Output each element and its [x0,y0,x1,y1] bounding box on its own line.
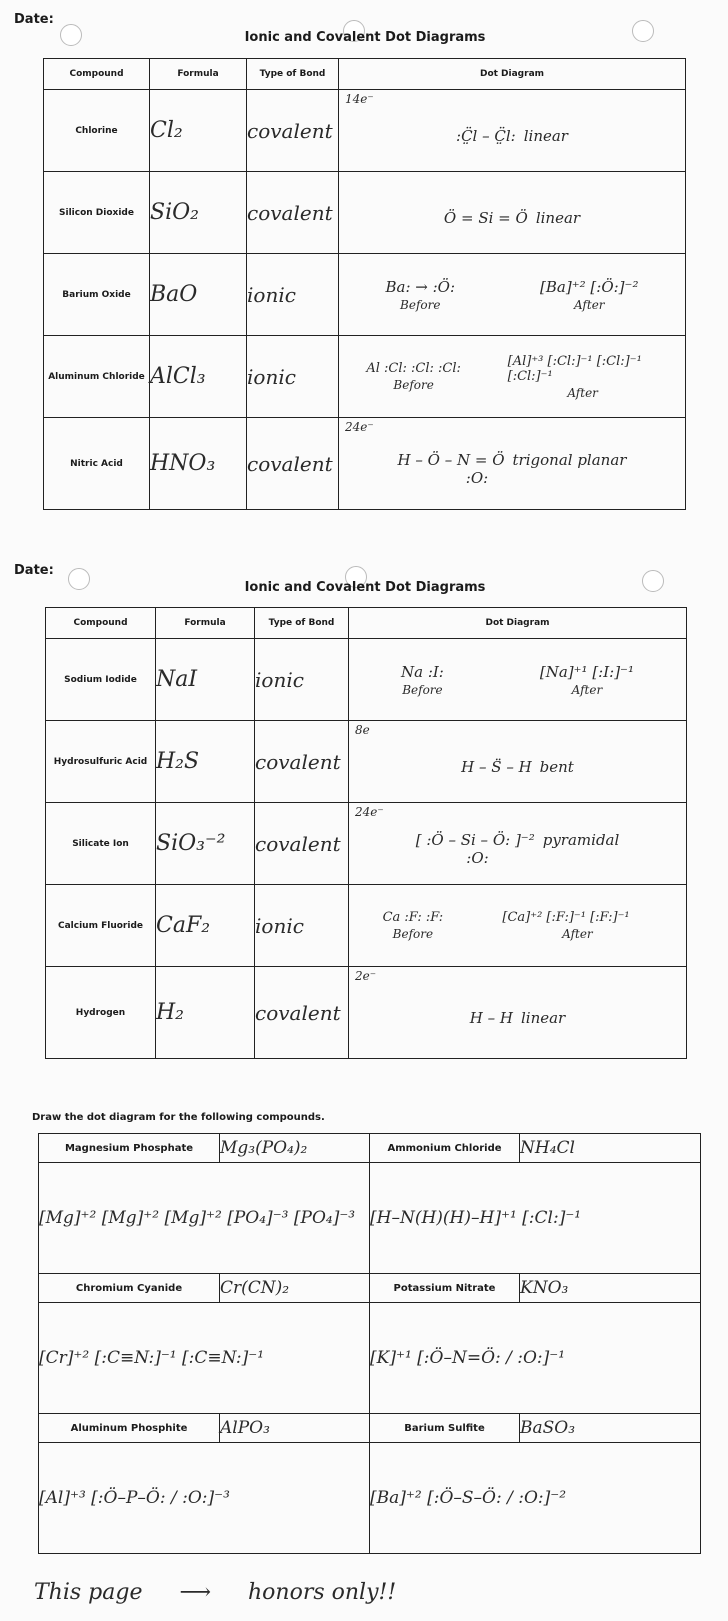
formula: Cr(CN)₂ [220,1274,370,1303]
electron-count: 8e [355,723,370,737]
before-label: Before [400,297,441,312]
formula: HNO₃ [150,418,247,510]
compound-name: Silicon Dioxide [44,172,150,254]
compound-name: Aluminum Phosphite [39,1414,220,1443]
shape-note: trigonal planar [512,450,627,469]
footer-note [34,1580,396,1605]
compound-name: Hydrosulfuric Acid [46,721,156,803]
after-structure: [Na]⁺¹ [:I:]⁻¹ [539,662,634,681]
structure: Ö = Si = Ö [443,208,528,227]
dot-diagram [349,721,687,803]
header-formula: Formula [150,59,247,90]
dot-diagram: [H–N(H)(H)–H]⁺¹ [:Cl:]⁻¹ [370,1163,701,1274]
dot-diagram [339,254,686,336]
worksheet-title-1: Ionic and Covalent Dot Diagrams [244,30,486,45]
dot-diagram [339,336,686,418]
compound-name: Hydrogen [46,967,156,1059]
before-label: Before [392,927,434,941]
compound-name: Potassium Nitrate [370,1274,520,1303]
compound-name: Nitric Acid [44,418,150,510]
structure-branch: :O: [466,848,489,867]
shape-note: linear [520,1008,566,1027]
after-label: After [562,927,593,941]
before-structure: Ca :F: :F: [382,910,444,925]
bond-type: covalent [247,90,339,172]
table-row [44,90,686,172]
date-label-2: Date: [14,563,54,578]
shape-note: bent [539,757,574,776]
bond-type: covalent [255,721,349,803]
shape-note: linear [535,208,581,227]
punch-hole [60,24,82,46]
structure: H – S̈ – H [461,757,532,776]
compound-name: Magnesium Phosphate [39,1134,220,1163]
formula: Cl₂ [150,90,247,172]
structure: H – H [469,1008,513,1027]
compound-name: Chlorine [44,90,150,172]
after-label: After [573,297,605,312]
formula: NH₄Cl [520,1134,701,1163]
compound-name: Aluminum Chloride [44,336,150,418]
formula: BaO [150,254,247,336]
header-dot-diagram: Dot Diagram [339,59,686,90]
formula: SiO₃⁻² [156,803,255,885]
compound-name: Ammonium Chloride [370,1134,520,1163]
dot-diagram: [K]⁺¹ [:Ö–N=Ö: / :O:]⁻¹ [370,1303,701,1414]
after-structure: [Ba]⁺² [:Ö:]⁻² [540,277,639,296]
electron-count: 14e⁻ [345,92,374,106]
formula: CaF₂ [156,885,255,967]
punch-hole [642,570,664,592]
table-row [44,418,686,510]
dot-diagram [349,803,687,885]
structure: H – Ö – N = Ö [397,450,505,469]
instruction-text: Draw the dot diagram for the following compounds. [32,1112,325,1123]
electron-count: 2e⁻ [355,969,377,983]
bond-type: ionic [255,885,349,967]
punch-hole [68,568,90,590]
table-row [46,803,687,885]
before-label: Before [393,378,434,392]
dot-diagram [339,418,686,510]
bond-type: ionic [255,639,349,721]
bond-type: covalent [247,418,339,510]
after-label: After [567,385,598,400]
shape-note: pyramidal [542,830,620,849]
bond-type: covalent [247,172,339,254]
dot-diagram [339,172,686,254]
compound-name: Calcium Fluoride [46,885,156,967]
structure: [ :Ö – Si – Ö: ]⁻² [415,830,535,849]
compound-name: Chromium Cyanide [39,1274,220,1303]
table-row [44,172,686,254]
bond-type: ionic [247,254,339,336]
dot-diagram-table-1 [43,58,686,510]
bond-type: ionic [247,336,339,418]
compound-name: Barium Oxide [44,254,150,336]
formula: SiO₂ [150,172,247,254]
worksheet-title-2: Ionic and Covalent Dot Diagrams [244,580,486,595]
table-row [44,254,686,336]
before-structure: Ba: → :Ö: [385,277,456,296]
shape-note: linear [523,126,568,145]
before-label: Before [402,682,443,697]
header-compound: Compound [44,59,150,90]
formula: H₂ [156,967,255,1059]
date-label-1: Date: [14,12,54,27]
formula: NaI [156,639,255,721]
structure-branch: :O: [465,468,489,487]
after-label: After [571,682,603,697]
table-row [46,639,687,721]
footer-right: honors only!! [248,1580,397,1605]
header-dot-diagram: Dot Diagram [349,608,687,639]
dot-diagram-table-2 [45,607,687,1059]
dot-diagram: [Mg]⁺² [Mg]⁺² [Mg]⁺² [PO₄]⁻³ [PO₄]⁻³ [39,1163,370,1274]
electron-count: 24e⁻ [355,805,384,819]
header-compound: Compound [46,608,156,639]
before-structure: Na :I: [400,662,444,681]
punch-hole [632,20,654,42]
bond-type: covalent [255,967,349,1059]
table-row [46,967,687,1059]
dot-diagram [349,885,687,967]
formula: AlPO₃ [220,1414,370,1443]
header-bond-type: Type of Bond [255,608,349,639]
table-row [46,885,687,967]
table-row [46,721,687,803]
dot-diagram [349,967,687,1059]
arrow-icon: ⟶ [179,1580,212,1605]
bond-type: covalent [255,803,349,885]
dot-diagram [339,90,686,172]
dot-diagram: [Al]⁺³ [:Ö–P–Ö: / :O:]⁻³ [39,1443,370,1554]
compound-name: Silicate Ion [46,803,156,885]
dot-diagram: [Cr]⁺² [:C≡N:]⁻¹ [:C≡N:]⁻¹ [39,1303,370,1414]
electron-count: 24e⁻ [345,420,374,434]
header-formula: Formula [156,608,255,639]
formula: AlCl₃ [150,336,247,418]
structure: :C̤̈l – C̤̈l: [456,126,516,145]
table-row [44,336,686,418]
compound-name: Sodium Iodide [46,639,156,721]
formula: H₂S [156,721,255,803]
after-structure: [Al]⁺³ [:Cl:]⁻¹ [:Cl:]⁻¹ [:Cl:]⁻¹ [507,353,642,384]
formula: BaSO₃ [520,1414,701,1443]
formula: KNO₃ [520,1274,701,1303]
dot-diagram [349,639,687,721]
before-structure: Al :Cl: :Cl: :Cl: [366,361,461,376]
after-structure: [Ca]⁺² [:F:]⁻¹ [:F:]⁻¹ [502,910,630,925]
compound-grid [38,1133,701,1554]
footer-left: This page [34,1580,143,1605]
header-bond-type: Type of Bond [247,59,339,90]
formula: Mg₃(PO₄)₂ [220,1134,370,1163]
compound-name: Barium Sulfite [370,1414,520,1443]
dot-diagram: [Ba]⁺² [:Ö–S–Ö: / :O:]⁻² [370,1443,701,1554]
